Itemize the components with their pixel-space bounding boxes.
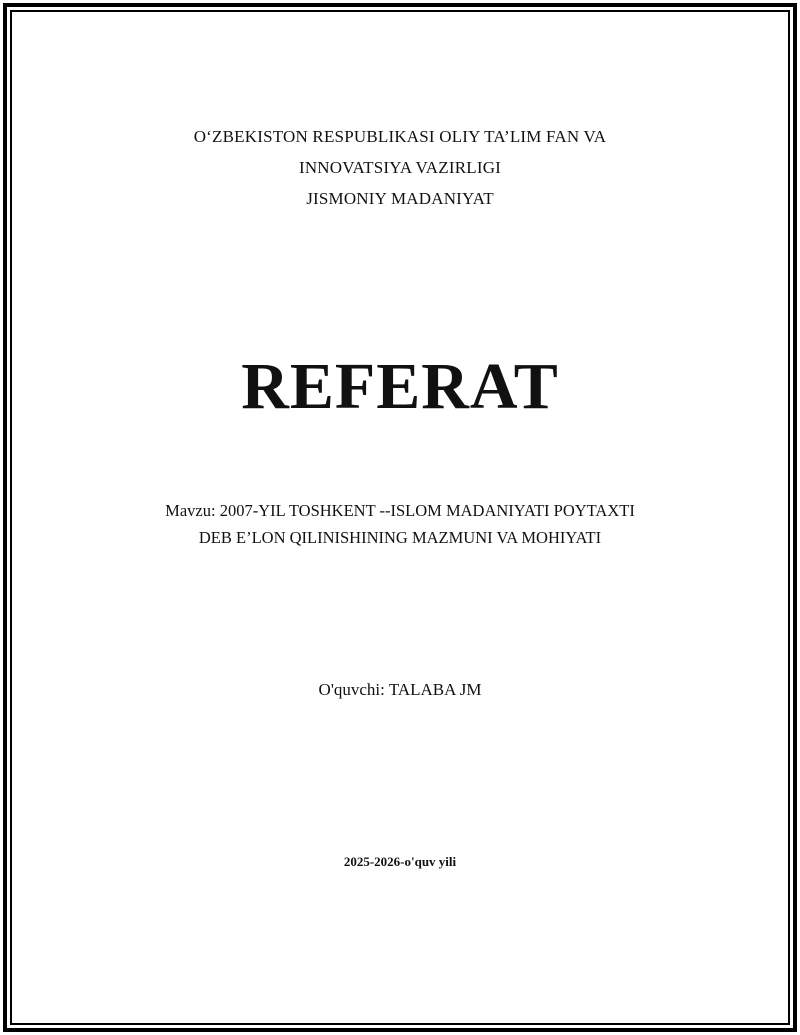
- topic: [0, 497, 800, 551]
- document-title: REFERAT: [241, 350, 559, 423]
- ministry-header-line-1: O‘ZBEKISTON RESPUBLIKASI OLIY TA’LIM FAN VA: [193, 127, 607, 146]
- ministry-header-line-2: INNOVATSIYA VAZIRLIGI: [298, 158, 502, 177]
- topic-line-2: DEB E’LON QILINISHINING MAZMUNI VA MOHIYATI: [198, 528, 602, 547]
- ministry-header-line-3: JISMONIY MADANIYAT: [306, 189, 494, 208]
- student-line: O'quvchi: TALABA JM: [318, 680, 482, 699]
- topic-line-1: Mavzu: 2007-YIL TOSHKENT --ISLOM MADANIYATI POYTAXTI: [165, 501, 635, 520]
- ministry-header: [0, 121, 800, 214]
- academic-year: 2025-2026-o'quv yili: [343, 854, 457, 869]
